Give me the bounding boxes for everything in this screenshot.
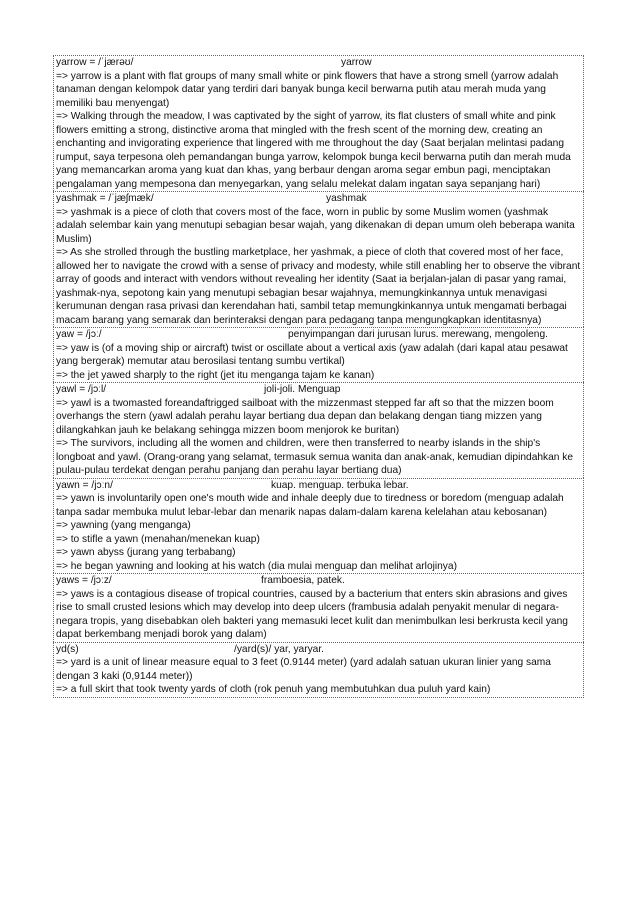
entry-header [56,56,581,70]
short-gloss: joli-joli. Menguap [264,384,341,395]
definition-line: => a full skirt that took twenty yards of cloth (rok penuh yang membutuhkan dua puluh yard kain) [56,684,491,695]
definition-line: => yarrow is a plant with flat groups of many small white or pink flowers that have a strong smell (yarrow adalah tanaman dengan kelompok datar yang terdiri dari banyak bunga kecil berwarna putih atau merah muda yang memiliki bau menyengat) [56,70,559,109]
headword: yaw = /jɔː/ [56,329,102,340]
definition-line: => the jet yawed sharply to the right (jet itu menganga tajam ke kanan) [56,369,375,381]
entry-header [56,383,581,397]
dictionary-entry [53,478,584,574]
headword: yawl = /jɔːl/ [56,384,107,395]
dictionary-entry [53,642,584,698]
entry-header [56,479,581,493]
entry-header [56,574,581,588]
definition-line: => yaw is (of a moving ship or aircraft) twist or oscillate about a vertical axis (yaw adalah (dari kapal atau pesawat yang bergerak) memutar atau berosilasi tentang sumbu vertikal) [56,342,568,367]
dictionary-entry [53,191,584,327]
definition-line: => yawl is a twomasted foreandaftrigged sailboat with the mizzenmast stepped far aft so that the mizzen boom overhangs the stern (yawl adalah perahu layar bertiang dua depan dan belakang dengan tiang mizzen yang dilangkahkan jauh ke belakang sehingga mizzen boom menjorok ke buritan) [56,397,554,436]
definition-line: => to stifle a yawn (menahan/menekan kuap) [56,533,260,545]
dictionary-entry [53,382,584,478]
short-gloss: kuap. menguap. terbuka lebar. [271,479,409,491]
definition-line: => he began yawning and looking at his watch (dia mulai menguap dan melihat arlojinya) [56,560,457,572]
short-gloss: yashmak [326,193,367,204]
short-gloss: framboesia, patek. [261,575,345,586]
dictionary-entry [53,327,584,382]
definition-line: => Walking through the meadow, I was captivated by the sight of yarrow, its flat clusters of small white and pink flowers emitting a strong, distinctive aroma that mingled with the fresh scent of the morning dew, creating an enchanting and invigorating experience that lingered with me throughout the day (Saat berjalan melintasi padang rumput, saya terpesona oleh pemandangan bunga yarrow, kelompok bunga kecil berwarna putih dan merah muda yang memancarkan aroma yang kuat dan khas, yang berbaur dengan aroma segar embun pagi, menciptakan pengalaman yang mempesona dan menyegarkan, yang selalu melekat dalam ingatan saya sepanjang hari) [56,111,571,190]
headword: yarrow = /ˈjærəʊ/ [56,57,134,68]
definition-line: => The survivors, including all the women and children, were then transferred to nearby islands in the ship's longboat and yawl. (Orang-orang yang selamat, termasuk semua wanita dan anak-anak, kemudian dipindahkan ke pulau-pulau terdekat dengan perahu panjang dan perahu layar bertiang dua) [56,438,574,476]
entry-header [56,328,581,342]
headword: yd(s) [56,643,79,655]
entry-header [56,643,581,657]
definition-line: => As she strolled through the bustling marketplace, her yashmak, a piece of cloth that covered most of her face, allowed her to navigate the crowd with a sense of privacy and modesty, while still enabling her to observe the vibrant array of goods and interact with vendors without revealing her identity (Saat ia berjalan-jalan di pasar yang ramai, yashmak-nya, sepotong kain yang menutupi sebagian besar wajahnya, memungkinkannya untuk menavigasi kerumunan dengan rasa privasi dan kerendahan hati, sambil tetap memungkinkannya untuk mengamati berbagai macam barang yang semarak dan berinteraksi dengan para pedagang tanpa mengungkapkan identitasnya) [56,247,581,326]
definition-line: => yawning (yang menganga) [56,520,191,531]
definition-line: => yawn abyss (jurang yang terbabang) [56,547,236,558]
definition-line: => yawn is involuntarily open one's mouth wide and inhale deeply due to tiredness or boredom (menguap adalah tanpa sadar membuka mulut lebar-lebar dan menarik napas dalam-dalam karena kelelahan atau kebosanan) [56,493,564,518]
dictionary-entry [53,55,584,191]
entry-header [56,192,581,206]
short-gloss: penyimpangan dari jurusan lurus. merewang, mengoleng. [288,329,548,340]
dictionary-entry [53,573,584,642]
dictionary-page [53,55,584,698]
definition-line: => yashmak is a piece of cloth that covers most of the face, worn in public by some Muslim women (yashmak adalah selembar kain yang menutupi sebagian besar wajah, yang dikenakan di depan umum oleh beberapa wanita Muslim) [56,206,575,245]
short-gloss: yarrow [341,57,372,68]
headword: yaws = /jɔːz/ [56,575,112,586]
headword: yashmak = /ˈjæʃmæk/ [56,193,154,204]
definition-line: => yaws is a contagious disease of tropical countries, caused by a bacterium that enters skin abrasions and gives rise to small crusted lesions which may develop into deep ulcers (frambusia adalah penyakit menular di negara-negara tropis, yang disebabkan oleh bakteri yang memasuki lecet kulit dan menimbulkan lesi berkrusta kecil yang dapat berkembang menjadi borok yang dalam) [56,588,568,640]
headword: yawn = /jɔːn/ [56,479,113,491]
definition-line: => yard is a unit of linear measure equal to 3 feet (0.9144 meter) (yard adalah satuan ukuran linier yang sama dengan 3 kaki (0,9144 meter)) [56,657,551,682]
short-gloss: /yard(s)/ yar, yaryar. [234,643,325,655]
